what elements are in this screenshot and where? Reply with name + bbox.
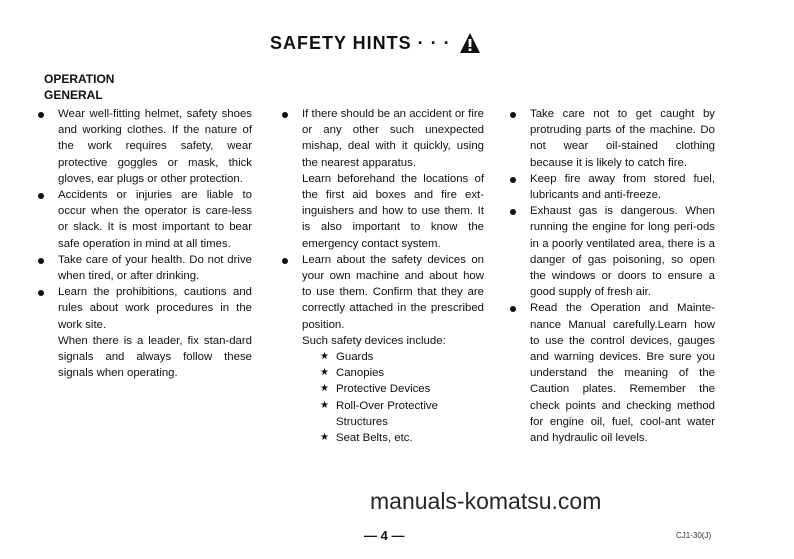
star-icon: ★ — [320, 367, 329, 379]
paragraph: Read the Operation and Mainte-nance Manual carefully.Learn how to use the control devices, gauges and warning devices. Bre sure you understand the meaning of the Caution plates. Remember the check points and checking method for engine oil, fuel, cool-ant water and hydraulic oil levels. — [530, 302, 715, 445]
bullet-icon — [282, 258, 288, 264]
paragraph: Take care of your health. Do not drive when tired, or after drinking. — [58, 253, 252, 283]
bullet-icon — [510, 306, 516, 312]
star-icon: ★ — [320, 432, 329, 444]
device-label: Canopies — [336, 367, 385, 380]
device-label: Seat Belts, etc. — [336, 432, 413, 445]
device-label: Roll-Over Protective Structures — [336, 399, 438, 428]
bullet-item — [508, 106, 715, 171]
bullet-item — [280, 252, 484, 349]
star-icon: ★ — [320, 383, 329, 395]
star-icon: ★ — [320, 351, 329, 363]
device-item — [320, 398, 484, 430]
warning-triangle-icon — [459, 32, 481, 54]
bullet-item — [508, 171, 715, 203]
bullet-icon — [282, 112, 288, 118]
title-text: SAFETY HINTS · · · — [270, 32, 451, 53]
device-item — [320, 430, 484, 446]
column-3 — [508, 106, 715, 446]
document-code: CJ1-30(J) — [676, 531, 712, 540]
device-item — [320, 365, 484, 381]
bullet-item — [280, 106, 484, 252]
paragraph: Such safety devices include: — [302, 334, 446, 347]
paragraph: When there is a leader, fix stan-dard signals and always follow these signals when operating. — [58, 334, 252, 380]
paragraph: If there should be an accident or fire or any other such unexpected mishap, deal with it quickly, using the nearest apparatus. — [302, 108, 484, 169]
bullet-icon — [38, 112, 44, 118]
device-label: Protective Devices — [336, 383, 431, 396]
bullet-item — [36, 106, 252, 187]
bullet-icon — [38, 193, 44, 199]
paragraph: Learn beforehand the locations of the first aid boxes and fire ext-inguishers and how to use them. It is also important to know the emergency contact system. — [302, 172, 484, 250]
device-item — [320, 349, 484, 365]
bullet-icon — [38, 290, 44, 296]
paragraph: Accidents or injuries are liable to occur when the operator is care-less or slack. It is most important to bear safe operation in mind at all times. — [58, 189, 252, 250]
paragraph: Exhaust gas is dangerous. When running the engine for long peri-ods in a poorly ventilated area, there is a danger of gas poisoning, so open the windows or doors to ensure a good supply of fresh air. — [530, 205, 715, 299]
paragraph: Wear well-fitting helmet, safety shoes and working clothes. If the nature of the work requires safety, wear protective goggles or mask, thick gloves, ear plugs or other protection. — [58, 108, 252, 185]
safety-devices-list — [280, 349, 484, 446]
paragraph: Learn the prohibitions, cautions and rules about work procedures in the work site. — [58, 286, 252, 331]
page-number: — 4 — — [364, 528, 405, 543]
bullet-item — [508, 300, 715, 446]
bullet-icon — [510, 177, 516, 183]
bullet-icon — [510, 209, 516, 215]
paragraph: Keep fire away from stored fuel, lubricants and anti-freeze. — [530, 172, 715, 202]
device-item — [320, 381, 484, 397]
section-heading: OPERATION — [44, 72, 115, 86]
column-1 — [36, 106, 252, 381]
bullet-item — [508, 203, 715, 300]
bullet-item — [36, 284, 252, 381]
device-label: Guards — [336, 351, 374, 364]
page-title — [270, 32, 481, 54]
subsection-heading: GENERAL — [44, 88, 103, 102]
star-icon: ★ — [320, 399, 329, 411]
bullet-item — [36, 187, 252, 252]
watermark: manuals-komatsu.com — [370, 488, 602, 514]
bullet-icon — [510, 112, 516, 118]
column-2 — [280, 106, 484, 446]
paragraph: Take care not to get caught by protruding parts of the machine. Do not wear oil-stained clothing because it is likely to catch fire. — [530, 108, 715, 169]
bullet-icon — [38, 258, 44, 264]
bullet-item — [36, 252, 252, 284]
paragraph: Learn about the safety devices on your own machine and about how to use them. Confirm that they are correctly attached in the prescribed position. — [302, 253, 484, 331]
